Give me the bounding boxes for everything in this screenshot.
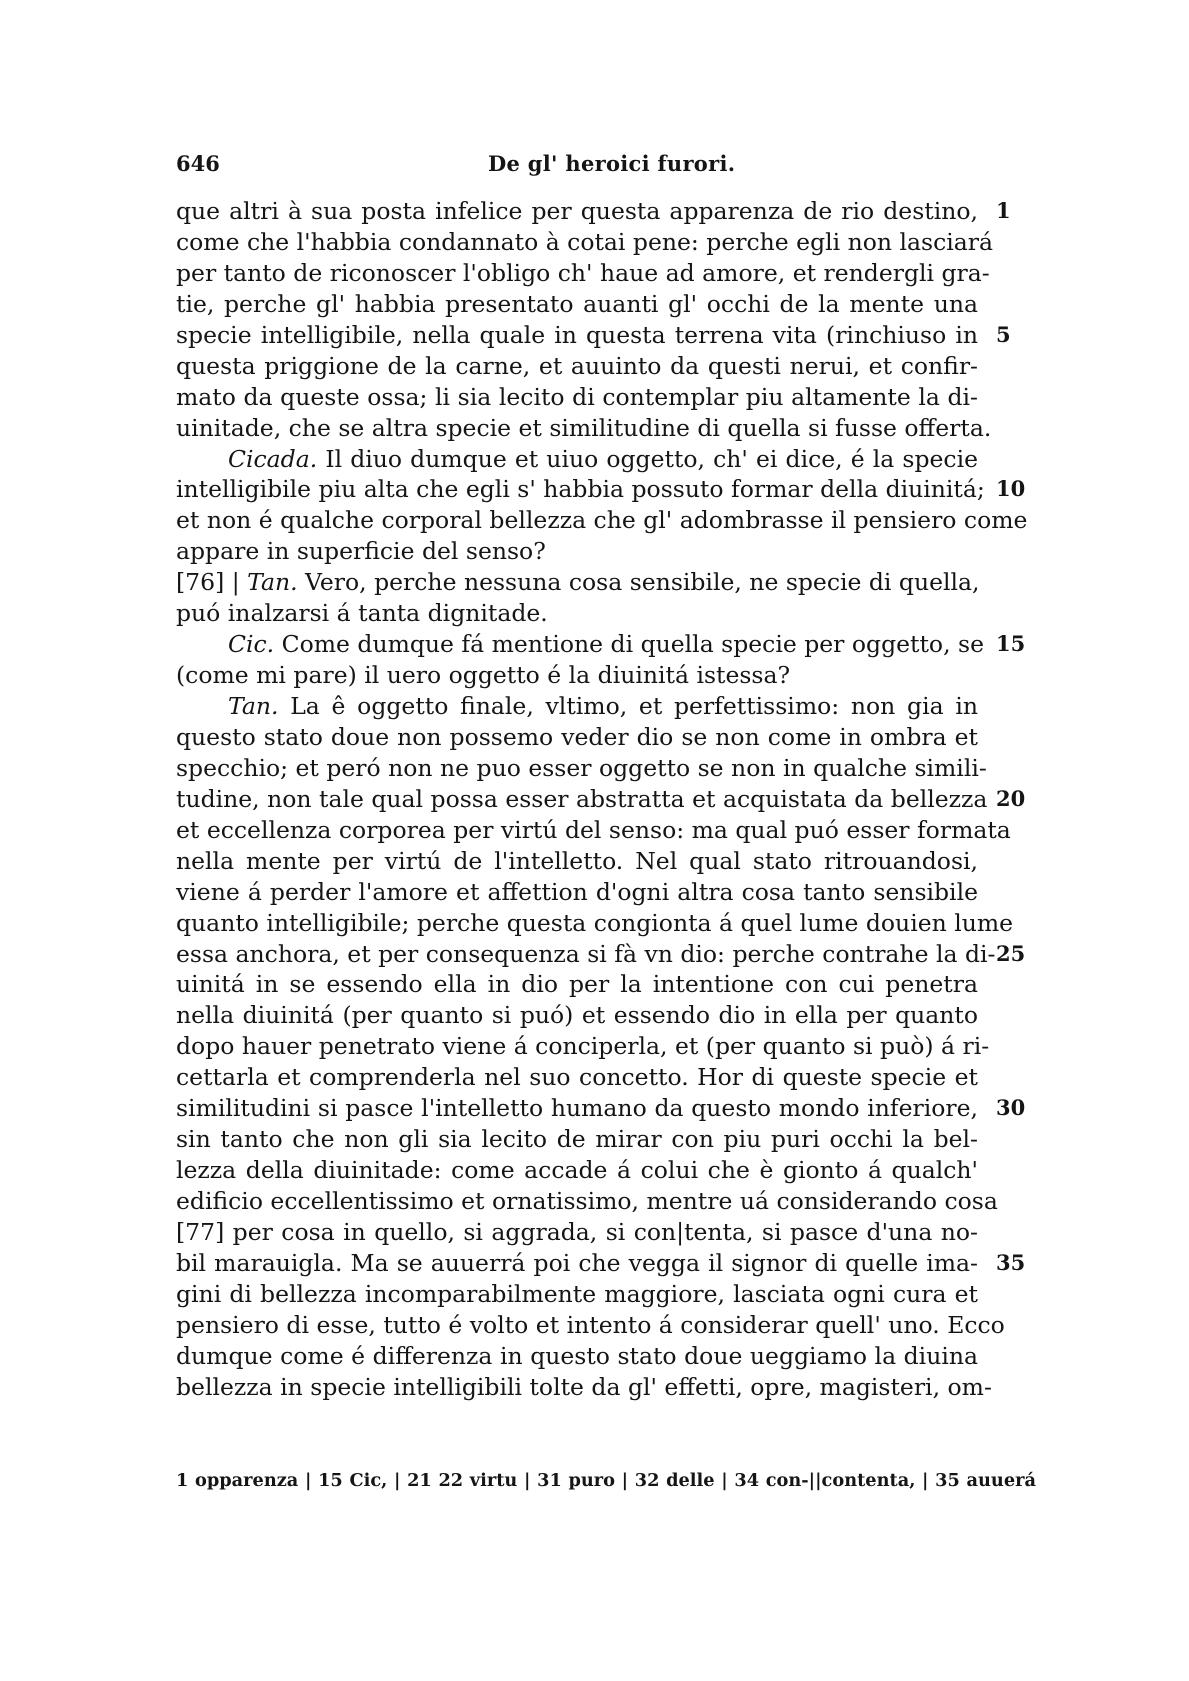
text-line — [176, 877, 978, 908]
line-content: questa priggione de la carne, et auuinto da questi nerui, et confir- — [176, 351, 978, 380]
line-content: questo stato doue non possemo veder dio se non come in ombra et — [176, 722, 978, 751]
line-number: 15 — [996, 631, 1026, 657]
text-line — [176, 1000, 978, 1031]
line-content: nella mente per virtú de l'intelletto. Nel qual stato ritrouandosi, — [176, 846, 978, 875]
text-line — [176, 567, 978, 598]
text-line — [176, 1310, 1005, 1341]
text-line — [176, 474, 1026, 505]
text-line — [176, 784, 1026, 815]
text-line — [176, 351, 978, 382]
text-line — [176, 505, 1028, 536]
line-text: Il diuo dumque et uiuo oggetto, ch' ei dice, é la specie — [317, 444, 978, 473]
text-line — [176, 1062, 978, 1093]
text-line — [176, 1217, 978, 1248]
line-content: et non é qualche corporal bellezza che gl' adombrasse il pensiero come — [176, 506, 1028, 535]
line-number: 25 — [996, 940, 1026, 966]
line-content — [228, 630, 984, 658]
line-content — [228, 692, 978, 720]
line-content: dumque come é differenza in questo stato doue ueggiamo la diuina — [176, 1341, 978, 1370]
line-content: pensiero di esse, tutto é volto et intento á considerar quell' uno. Ecco — [176, 1310, 1005, 1339]
speaker-name: Tan. — [228, 692, 279, 720]
text-line — [176, 289, 978, 320]
line-content: tie, perche gl' habbia presentato auanti gl' occhi de la mente una — [176, 289, 978, 318]
text-line — [176, 1248, 1026, 1279]
line-number: 1 — [996, 198, 1011, 223]
line-content: essa anchora, et per consequenza si fà vn dio: perche contrahe la di- — [176, 939, 996, 968]
text-line — [176, 258, 990, 289]
line-content: puó inalzarsi á tanta dignitade. — [176, 599, 548, 628]
text-line — [176, 1186, 998, 1217]
line-content — [228, 445, 978, 473]
text-line — [176, 598, 978, 629]
critical-apparatus: 1 opparenza | 15 Cic, | 21 22 virtu | 31 puro | 32 delle | 34 con-||contenta, | 35 auuerá — [176, 1470, 1036, 1491]
text-line — [176, 939, 1026, 970]
line-content: cettarla et comprenderla nel suo concetto. Hor di queste specie et — [176, 1063, 978, 1092]
text-line — [176, 969, 978, 1000]
line-content: uinitade, che se altra specie et similitudine di quella si fusse offerta. — [176, 413, 992, 442]
line-content: appare in superficie del senso? — [176, 537, 546, 566]
line-text: Come dumque fá mentione di quella specie per oggetto, se — [274, 630, 984, 659]
text-line — [176, 846, 978, 877]
line-content: quanto intelligibile; perche questa congionta á quel lume douien lume — [176, 908, 1014, 937]
text-line — [176, 753, 987, 784]
text-line — [176, 320, 1011, 351]
text-line — [176, 1155, 978, 1186]
line-content: per tanto de riconoscer l'obligo ch' haue ad amore, et rendergli gra- — [176, 258, 990, 287]
text-line — [176, 196, 1011, 227]
line-content: edificio eccellentissimo et ornatissimo, mentre uá considerando cosa — [176, 1187, 998, 1215]
speaker-name: Cic. — [228, 630, 275, 659]
line-text: La ê oggetto finale, vltimo, et perfettissimo: non gia in — [278, 692, 978, 720]
text-line — [176, 536, 978, 567]
page-header — [176, 151, 996, 181]
speaker-name: Tan. — [247, 568, 298, 597]
line-content: intelligibile piu alta che egli s' habbia possuto formar della diuinitá; — [176, 475, 985, 504]
line-content: lezza della diuinitade: come accade á colui che è gionto á qualch' — [176, 1156, 978, 1185]
line-content: specchio; et peró non ne puo esser oggetto se non in qualche simili- — [176, 753, 987, 782]
line-content: nella diuinitá (per quanto si puó) et essendo dio in ella per quanto — [176, 1001, 978, 1030]
speaker-name: Cicada. — [228, 444, 318, 473]
running-title: De gl' heroici furori. — [488, 151, 736, 176]
text-line — [176, 382, 978, 413]
text-line — [176, 908, 1014, 939]
text-line — [176, 1279, 978, 1310]
text-line — [176, 1372, 992, 1403]
page-number: 646 — [176, 151, 220, 176]
line-content: dopo hauer penetrato viene á conciperla, et (per quanto si può) á ri- — [176, 1032, 990, 1061]
text-line — [176, 444, 978, 475]
line-content: [77] per cosa in quello, si aggrada, si con|tenta, si pasce d'una no- — [176, 1217, 978, 1246]
text-line — [176, 1093, 1026, 1124]
line-content: viene á perder l'amore et affettion d'ogni altra cosa tanto sensibile — [176, 877, 978, 906]
line-number: 5 — [996, 321, 1011, 347]
body-text — [176, 196, 1028, 1403]
line-content: bellezza in specie intelligibili tolte da gl' effetti, opre, magisteri, om- — [176, 1372, 992, 1401]
text-line — [176, 629, 1026, 660]
line-content: sin tanto che non gli sia lecito de mirar con piu puri occhi la bel- — [176, 1125, 978, 1154]
line-number: 20 — [996, 785, 1026, 811]
line-number: 30 — [996, 1095, 1026, 1121]
line-content: mato da queste ossa; li sia lecito di contemplar piu altamente la di- — [176, 382, 978, 411]
line-content: bil marauigla. Ma se auuerrá poi che vegga il signor di quelle ima- — [176, 1248, 978, 1277]
line-content: uinitá in se essendo ella in dio per la intentione con cui penetra — [176, 970, 978, 999]
line-number: 10 — [996, 476, 1026, 502]
line-content: (come mi pare) il uero oggetto é la diuinitá istessa? — [176, 661, 791, 690]
line-content: gini di bellezza incomparabilmente maggiore, lasciata ogni cura et — [176, 1279, 978, 1308]
line-content: specie intelligibile, nella quale in questa terrena vita (rinchiuso in — [176, 320, 978, 349]
line-content: que altri à sua posta infelice per questa apparenza de rio destino, — [176, 197, 978, 225]
text-line — [176, 1124, 978, 1155]
text-line — [176, 1031, 990, 1062]
text-line — [176, 722, 978, 753]
line-content — [176, 568, 980, 596]
line-content: similitudini si pasce l'intelletto humano da questo mondo inferiore, — [176, 1094, 978, 1123]
line-number: 35 — [996, 1249, 1026, 1275]
line-content: et eccellenza corporea per virtú del senso: ma qual puó esser formata — [176, 815, 1011, 844]
line-text: Vero, perche nessuna cosa sensibile, ne specie di quella, — [297, 568, 980, 597]
text-line — [176, 227, 994, 258]
line-prefix: [76] | — [176, 568, 248, 597]
line-content: tudine, non tale qual possa esser abstratta et acquistata da bellezza — [176, 784, 988, 813]
text-line — [176, 413, 992, 444]
text-line — [176, 691, 978, 722]
line-content: come che l'habbia condannato à cotai pene: perche egli non lasciará — [176, 227, 994, 256]
text-line — [176, 1341, 978, 1372]
text-line — [176, 660, 978, 691]
text-line — [176, 815, 1011, 846]
